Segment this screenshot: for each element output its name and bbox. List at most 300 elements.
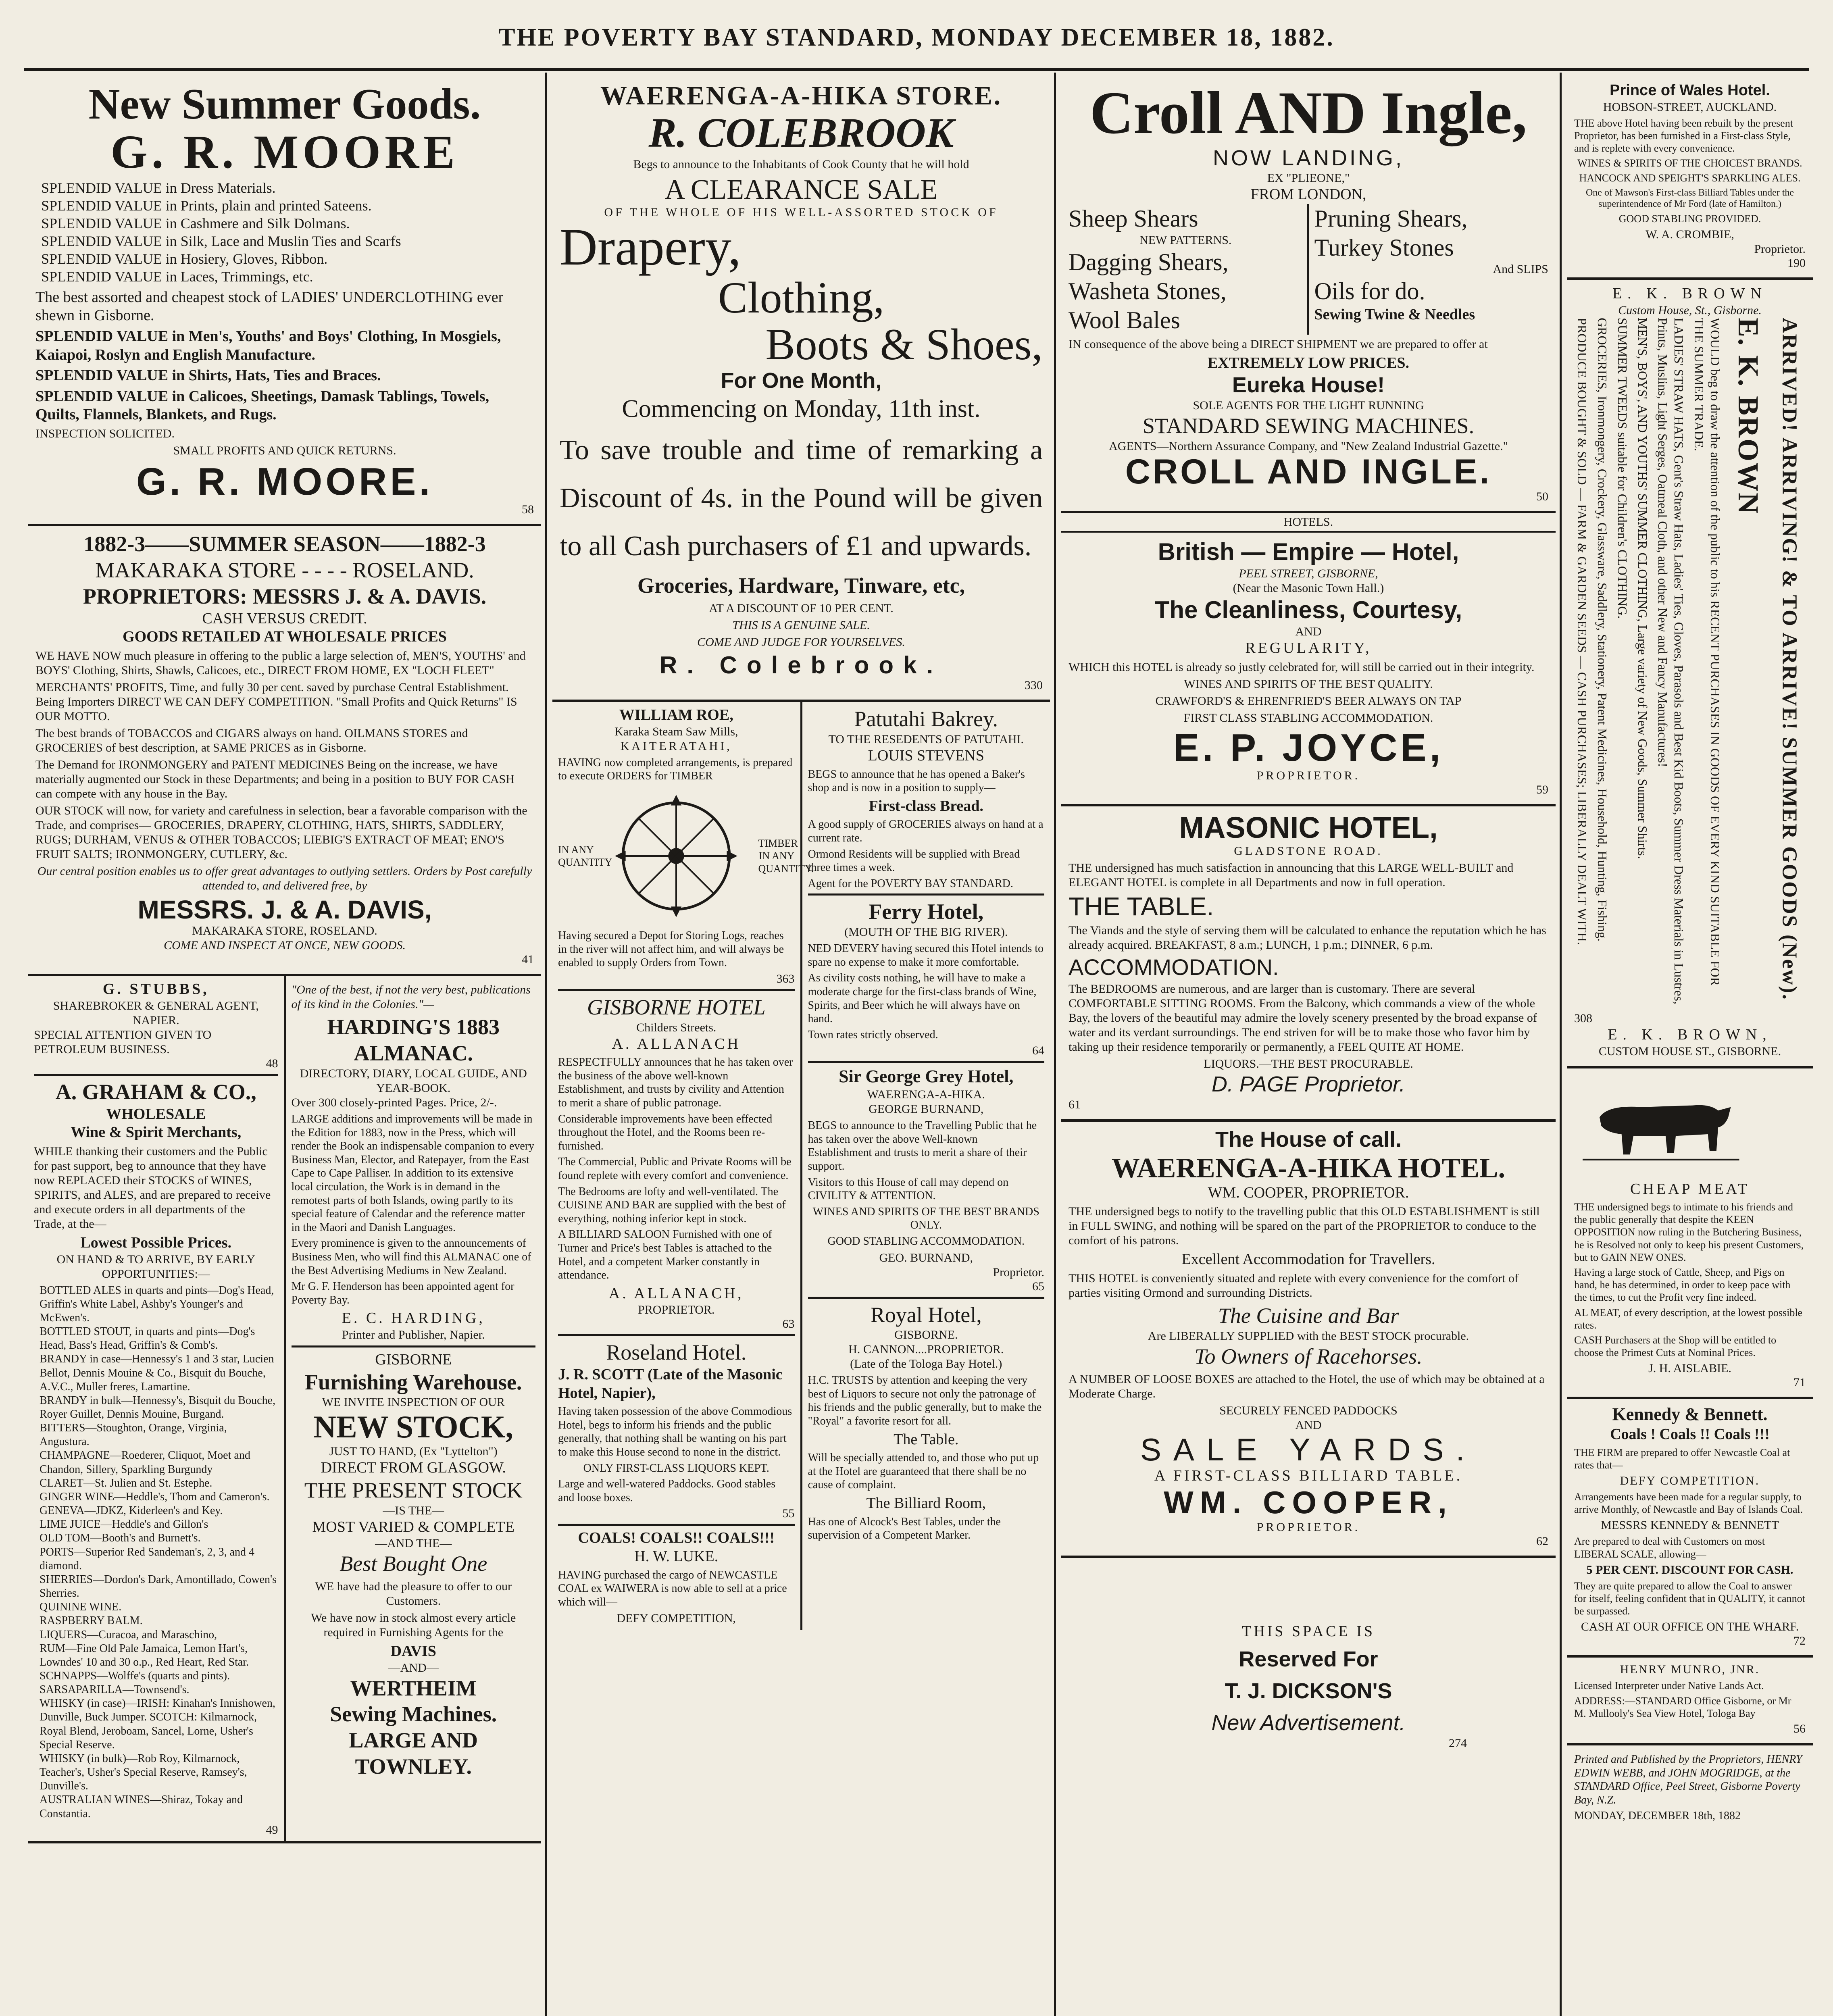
list-item: SPLENDID VALUE in Laces, Trimmings, etc.: [41, 268, 313, 285]
list-item: BITTERS—Stoughton, Orange, Virginia, Angustura.: [40, 1422, 227, 1448]
ad-text: 5 PER CENT. DISCOUNT FOR CASH.: [1586, 1563, 1793, 1577]
ad-signature: WM. COOPER,: [1164, 1484, 1453, 1520]
ad-text: We have now in stock almost every article required in Furnishing Agents for the: [311, 1611, 516, 1639]
ad-stubbs-graham: [28, 976, 286, 1841]
ad-text: CASH AT OUR OFFICE ON THE WHARF.: [1581, 1620, 1799, 1634]
ad-text: MAKARAKA STORE - - - - ROSELAND.: [95, 558, 474, 583]
ad-kennedy-bennett: [1567, 1399, 1813, 1658]
ad-text: Clothing,: [718, 273, 885, 323]
ad-number: 64: [1032, 1044, 1044, 1058]
ad-text: Considerable improvements have been effected throughout the Hotel, and the Rooms been re-furnished.: [558, 1112, 773, 1152]
goods-item: Oils for do.: [1314, 277, 1425, 304]
vertical-block: [1574, 318, 1806, 1011]
ad-text: AND: [1295, 1418, 1322, 1432]
ad-text: STANDARD SEWING MACHINES.: [1142, 414, 1475, 438]
ad-text: SPECIAL ATTENTION GIVEN TO PETROLEUM BUSINESS.: [34, 1028, 212, 1056]
ad-text: The Billiard Room,: [866, 1495, 986, 1512]
ad-text: WAERENGA-A-HIKA.: [867, 1088, 985, 1102]
list-item: SPLENDID VALUE in Silk, Lace and Muslin Ties and Scarfs: [41, 233, 401, 249]
ad-text: Mr G. F. Henderson has been appointed agent for Poverty Bay.: [291, 1280, 514, 1306]
ad-text: WINES & SPIRITS OF THE CHOICEST BRANDS.: [1577, 157, 1802, 169]
ad-number: 61: [1069, 1098, 1081, 1111]
ad-prince-of-wales: [1567, 77, 1813, 280]
ad-text: Begs to announce to the Inhabitants of Cook County that he will hold: [633, 157, 969, 171]
ad-text: To save trouble and time of remarking a Discount of 4s. in the Pound will be given to all Cash purchasers of £1 and upwards.: [560, 435, 1043, 562]
ad-text: Commencing on Monday, 11th inst.: [622, 395, 981, 423]
ad-text: —AND—: [388, 1661, 439, 1674]
ad-number: 49: [266, 1823, 278, 1837]
ad-text: THE FIRM are prepared to offer Newcastle Coal at rates that—: [1574, 1446, 1790, 1471]
ad-signature: D. PAGE Proprietor.: [1211, 1072, 1406, 1097]
list-item: BOTTLED ALES in quarts and pints—Dog's Head, Griffin's White Label, Ashby's Younger's and McEwen's.: [40, 1284, 274, 1324]
ad-text: MEN'S, BOYS', AND YOUTHS' SUMMER CLOTHING, Large variety of New Goods, Summer Shirts.: [1635, 317, 1650, 859]
ad-text: DAVIS: [390, 1642, 436, 1660]
ad-text: HOBSON-STREET, AUCKLAND.: [1603, 100, 1777, 114]
ad-text: THE undersigned begs to notify to the travelling public that this OLD ESTABLISHMENT is still in FULL SWING, and nothing will be spared on the part of the PROPRIETOR to conduce to the comfort of his patrons.: [1069, 1205, 1540, 1248]
ad-text: SECURELY FENCED PADDOCKS: [1219, 1404, 1398, 1417]
ad-text: CASH VERSUS CREDIT.: [202, 610, 367, 627]
ad-text: Agent for the POVERTY BAY STANDARD.: [808, 877, 1013, 890]
ad-text: A good supply of GROCERIES always on hand at a current rate.: [808, 818, 1044, 845]
ad-text: WE INVITE INSPECTION OF OUR: [322, 1395, 505, 1409]
ad-number: 363: [776, 972, 795, 985]
ad-text: The Bedrooms are lofty and well-ventilated. The CUISINE AND BAR are supplied with the best of everything, nothing inferior kept in stock.: [558, 1185, 786, 1225]
ad-signature: J. H. AISLABIE.: [1648, 1362, 1731, 1375]
ad-text: ONLY FIRST-CLASS LIQUORS KEPT.: [583, 1462, 769, 1475]
ad-number: 274: [1449, 1736, 1467, 1750]
list-item: CHAMPAGNE—Roederer, Cliquot, Moet and Chandon, Sillery, Sparkling Burgundy: [40, 1449, 250, 1476]
ad-text: The Cleanliness, Courtesy,: [1154, 596, 1462, 624]
ad-text: PRODUCE BOUGHT & SOLD — FARM & GARDEN SEEDS — CASH PURCHASES; LIBERALLY DEALT WITH.: [1575, 317, 1589, 945]
ad-name: GISBORNE HOTEL: [587, 995, 766, 1019]
ad-text: MAKARAKA STORE, ROSELAND.: [192, 924, 377, 938]
ad-text: EX "PLIEONE,": [1267, 171, 1350, 185]
ad-text: INSPECTION SOLICITED.: [35, 427, 175, 440]
ad-text: CASH Purchasers at the Shop will be entitled to choose the Primest Cuts at Nominal Prices.: [1574, 1334, 1777, 1359]
ad-text: —IS THE—: [383, 1504, 444, 1517]
ad-text: A NUMBER OF LOOSE BOXES are attached to the Hotel, the use of which may be obtained at a Moderate Charge.: [1069, 1372, 1545, 1400]
ad-ek-brown: [1567, 280, 1813, 1068]
ad-text: Reserved For: [1239, 1647, 1378, 1672]
ad-text: A BILLIARD SALOON Furnished with one of Turner and Price's best Tables is attached to the Hotel, and a competent Marker constantly in attendance.: [558, 1228, 772, 1282]
ad-cheap-meat: [1567, 1068, 1813, 1400]
ad-text: REGULARITY,: [1245, 639, 1372, 657]
ad-text: THE PRESENT STOCK: [304, 1478, 523, 1502]
ad-text: LARGE additions and improvements will be made in the Edition for 1883, now in the Press, which will render the Book an indispensable companion to every Business Man, Elector, and Ratepayer, from the East Cape to Cape Palliser. In addition to its extensive local circulation, the Work is in demand in the remotest parts of both Islands, owing partly to its special feature of Calendar and the reference matter in the Maori and Danish Languages.: [291, 1113, 535, 1234]
ad-text: DEFY COMPETITION.: [1620, 1474, 1760, 1488]
ad-title: Croll AND Ingle,: [1089, 79, 1527, 146]
ad-text: MESSRS KENNEDY & BENNETT: [1601, 1518, 1779, 1532]
goods-item: NEW PATTERNS.: [1139, 233, 1232, 247]
ad-dickson: [1061, 1558, 1556, 1751]
ad-text: Drapery,: [560, 218, 741, 276]
ad-title: CHEAP MEAT: [1630, 1180, 1750, 1198]
ad-text: WINES AND SPIRITS OF THE BEST BRANDS ONLY.: [812, 1205, 1039, 1232]
column-1: [28, 77, 541, 2016]
ad-number: 55: [782, 1507, 795, 1520]
ad-text: THIS SPACE IS: [1241, 1622, 1375, 1640]
ad-text: IN consequence of the above being a DIRECT SHIPMENT we are prepared to offer at: [1069, 337, 1488, 351]
ad-text: Printer and Publisher, Napier.: [342, 1328, 485, 1341]
column-4: [1567, 77, 1813, 2016]
ad-text: Sewing Machines.: [330, 1702, 497, 1727]
sawblade-icon: [610, 789, 743, 923]
ad-text: Visitors to this House of call may depend on CIVILITY & ATTENTION.: [808, 1176, 1009, 1202]
ad-number: 308: [1574, 1011, 1592, 1025]
column-2: [552, 77, 1050, 2016]
goods-item: Pruning Shears,: [1314, 205, 1468, 232]
list-item: RASPBERRY BALM.: [40, 1614, 143, 1627]
ad-text: First-class Bread.: [869, 797, 983, 814]
ad-text: The Viands and the style of serving them will be calculated to enhance the reputation which he has already acquired. BREAKFAST, 8 a.m.; LUNCH, 1 p.m.; DINNER, 6 p.m.: [1069, 923, 1546, 952]
ad-text: J. R. SCOTT (Late of the Masonic Hotel, Napier),: [558, 1366, 783, 1402]
list-item: SHERRIES—Dordon's Dark, Amontillado, Cowen's Sherries.: [40, 1573, 277, 1600]
list-item: SPLENDID VALUE in Dress Materials.: [41, 180, 276, 196]
list-item: BRANDY in bulk—Hennessy's, Bisquit du Bouche, Royer Guillet, Dennis Mouine, Burgand.: [40, 1394, 276, 1421]
ad-number: 48: [266, 1057, 278, 1070]
ad-text: (Near the Masonic Town Hall.): [1233, 581, 1384, 595]
ad-signature: E. P. JOYCE,: [1173, 726, 1444, 769]
ad-text: GOOD STABLING ACCOMMODATION.: [827, 1235, 1025, 1248]
ad-name: A. GRAHAM & CO.,: [55, 1080, 256, 1104]
ad-text: COME AND JUDGE FOR YOURSELVES.: [697, 635, 905, 649]
goods-item: Sewing Twine & Needles: [1314, 306, 1475, 323]
ad-text: Our central position enables us to offer great advantages to outlying settlers. Orders by Post carefully attended to, and delivered free, by: [37, 864, 532, 893]
ad-number: 41: [522, 953, 534, 966]
ad-text: WE have had the pleasure to offer to our Customers.: [315, 1579, 512, 1608]
ad-title: Furnishing Warehouse.: [305, 1370, 522, 1394]
ad-text: FIRST CLASS STABLING ACCOMMODATION.: [1183, 711, 1433, 725]
ad-text: COME AND INSPECT AT ONCE, NEW GOODS.: [163, 939, 406, 952]
ad-text: IN ANY QUANTITY: [558, 843, 612, 868]
goods-item: And SLIPS: [1493, 262, 1548, 276]
ad-name: Patutahi Bakrey.: [854, 707, 998, 731]
ad-text: PROPRIETOR.: [638, 1303, 715, 1317]
ad-text: THE undersigned begs to intimate to his friends and the public generally that despite the KEEN OPPOSITION now ruling in the Butchering Business, he is Resolved not only to keep his present Customers, but to GAIN NEW ONES.: [1574, 1201, 1804, 1263]
ad-text: THIS HOTEL is conveniently situated and replete with every convenience for the comfort of parties visiting Ormond and surrounding Districts.: [1069, 1271, 1519, 1300]
masthead: THE POVERTY BAY STANDARD, MONDAY DECEMBER 18, 1882.: [24, 7, 1809, 71]
ad-signature: G. R. MOORE.: [136, 460, 433, 503]
ad-text: DIRECTORY, DIARY, LOCAL GUIDE, AND YEAR-BOOK.: [300, 1067, 527, 1095]
ad-number: 58: [522, 503, 534, 516]
ad-text: LOUIS STEVENS: [868, 747, 984, 764]
ad-text: Town rates strictly observed.: [808, 1028, 938, 1041]
ad-text: A CLEARANCE SALE: [664, 174, 938, 205]
ad-text: KAITERATAHI,: [620, 739, 732, 753]
ad-waerenga-hotel: [1061, 1122, 1556, 1558]
list-item: CLARET—St. Julien and St. Estephe.: [40, 1477, 212, 1489]
ad-title: COALS! COALS!! COALS!!!: [578, 1529, 775, 1547]
ad-text: THIS IS A GENUINE SALE.: [732, 619, 870, 632]
ad-text: NEW STOCK,: [313, 1409, 514, 1445]
imprint-text: Printed and Published by the Proprietors, HENRY EDWIN WEBB, and JOHN MOGRIDGE, at the STANDARD Office, Peel Street, Gisborne Poverty Bay, N.Z.: [1574, 1753, 1802, 1806]
ad-text: PROPRIETOR.: [1256, 768, 1360, 782]
ad-name: T. J. DICKSON'S: [1225, 1679, 1392, 1704]
wine-list: [34, 1284, 278, 1821]
list-item: QUININE WINE.: [40, 1601, 122, 1614]
ad-number: 65: [1032, 1279, 1044, 1293]
ad-number: 330: [1025, 679, 1043, 692]
ad-text: Proprietor.: [1754, 242, 1806, 256]
ad-text: —AND THE—: [375, 1537, 452, 1550]
ad-text: GOOD STABLING PROVIDED.: [1618, 213, 1761, 225]
list-item: WHISKY (in case)—IRISH: Kinahan's Innishowen, Dunville, Buck Jumper. SCOTCH: Kilmarnock, Royal Blend, Jeroboam, Sancel, Lorne, Usher's Special Reserve.: [40, 1697, 275, 1751]
ad-text: GISBORNE.: [894, 1328, 958, 1342]
ad-number: 71: [1793, 1376, 1806, 1389]
goods-right: [1309, 204, 1549, 335]
ad-text: WM. COOPER, PROPRIETOR.: [1208, 1184, 1409, 1201]
ad-text: LIQUORS.—THE BEST PROCURABLE.: [1204, 1057, 1413, 1071]
ad-name: G. R. MOORE: [110, 125, 459, 179]
ad-text: To Owners of Racehorses.: [1194, 1344, 1423, 1368]
ad-text: AL MEAT, of every description, at the lowest possible rates.: [1574, 1306, 1803, 1331]
ad-signature: A. ALLANACH,: [608, 1285, 744, 1302]
ad-text: NED DEVERY having secured this Hotel intends to spare no expense to make it more comfortable.: [808, 942, 1044, 968]
ad-text: PEEL STREET, GISBORNE,: [1239, 567, 1378, 581]
ad-text: Proprietor.: [993, 1265, 1044, 1279]
ad-text: MERCHANTS' PROFITS, Time, and fully 30 per cent. saved by purchase Central Establishment. Being Importers DIRECT WE CAN DEFY COMPETITION. "Small Profits and Quick Returns" IS OUR MOTTO.: [35, 681, 517, 723]
goods-left: [1069, 204, 1309, 335]
ad-text: GOODS RETAILED AT WHOLESALE PRICES: [123, 628, 447, 646]
ad-text: Best Bought One: [340, 1552, 487, 1576]
ad-number: 56: [1793, 1722, 1806, 1735]
ad-name: HENRY MUNRO, JNR.: [1620, 1663, 1760, 1677]
ad-text: SHAREBROKER & GENERAL AGENT, NAPIER.: [53, 999, 259, 1027]
ad-davis: [28, 526, 541, 976]
ad-text: H.C. TRUSTS by attention and keeping the very best of Liquors to secure not only the patronage of his friends and the public generally, but to make the "Royal" a favorite resort for all.: [808, 1374, 1042, 1428]
ad-croll-ingle: [1061, 77, 1556, 513]
ad-text: PROPRIETOR.: [1256, 1520, 1360, 1534]
list-item: SCHNAPPS—Wolffe's (quarts and pints).: [40, 1669, 230, 1682]
ad-text: ADDRESS:—STANDARD Office Gisborne, or Mr M. Mullooly's Sea View Hotel, Tologa Bay: [1574, 1695, 1791, 1719]
ad-text: AND: [1295, 625, 1322, 639]
ad-text: The BEDROOMS are numerous, and are larger than is customary. There are several COMFORTABLE SITTING ROOMS. From the Balcony, which commands a view of the whole Bay, the lovers of the beautiful may admire the lovely scenery presented by the broad expanse of water and its verdant surroundings. The end striven for will be to make those who favor him by taking up their residence temporarily or permanently, a FEEL QUITE AT HOME.: [1069, 982, 1537, 1054]
ad-title: 1882-3——SUMMER SEASON——1882-3: [83, 532, 486, 556]
ad-text: LADIES' STRAW HATS, Gent's Straw Hats, Ladies' Ties, Gloves, Parasols and Best Kid Boots, Summer Dress Materials in Lustres, Prints, Muslins, Light Serges, Oatmeal Cloth, and other New and Fancy Manufactures!: [1656, 317, 1686, 1004]
ad-text: Licensed Interpreter under Native Lands Act.: [1574, 1680, 1764, 1692]
ad-row: [552, 702, 1050, 1630]
ad-text: SPLENDID VALUE in Shirts, Hats, Ties and Braces.: [35, 367, 381, 384]
ad-text: WHOLESALE: [106, 1105, 206, 1123]
ad-text: The Demand for IRONMONGERY and PATENT MEDICINES Being on the increase, we have materially augmented our Stock in these Departments; and being in a position to BUY FOR CASH can compete with any house in the Bay.: [35, 758, 514, 801]
ad-text: Eureka House!: [1232, 373, 1385, 398]
ad-text: As civility costs nothing, he will have to make a moderate charge for the first-class brands of Wine, Spirits, and Beer which he will always have on hand.: [808, 972, 1037, 1025]
ad-number: 59: [1536, 783, 1548, 796]
ad-text: THE undersigned has much satisfaction in announcing that this LARGE WELL-BUILT and ELEGANT HOTEL is complete in all Departments and now in full operation.: [1069, 861, 1514, 889]
ad-text: WOULD beg to draw the attention of the public to his RECENT PURCHASES IN GOODS OF EVERY KIND SUITABLE FOR THE SUMMER TRADE.: [1692, 317, 1723, 986]
ad-text: Arrangements have been made for a regular supply, to arrive Monthly, of Newcastle and Bay of Islands Coal.: [1574, 1491, 1803, 1516]
ad-number: 63: [782, 1317, 795, 1331]
ad-colebrook: [552, 77, 1050, 702]
ad-text: GROCERIES, Ironmongery, Crockery, Glassware, Saddlery, Stationery, Patent Medicines, Household, Hunting, Fishing.: [1595, 317, 1610, 941]
list-item: LIME JUICE—Heddle's and Gillon's: [40, 1518, 208, 1531]
ad-text: WE HAVE NOW much pleasure in offering to the public a large selection of, MEN'S, YOUTHS' and BOYS' Clothing, Shirts, Shawls, Calicoes, etc., DIRECT FROM HOME, EX "LOCH FLEET": [35, 649, 526, 677]
ad-text: Having taken possession of the above Commodious Hotel, begs to inform his friends and the public generally, that nothing shall be wanting on his part to make this House second to none in the district.: [558, 1405, 792, 1459]
ad-text: Karaka Steam Saw Mills,: [614, 725, 738, 738]
list-item: SARSAPARILLA—Townsend's.: [40, 1683, 190, 1696]
goods-item: Washeta Stones,: [1069, 277, 1227, 304]
ad-text: THE TABLE.: [1069, 892, 1214, 921]
ad-text: WHILE thanking their customers and the Public for past support, beg to announce that they have now REPLACED their STOCKS of WINES, SPIRITS, and ALES, and are prepared to receive and execute orders in all departments of the Trade, at the—: [34, 1145, 271, 1231]
column-rule: [1054, 73, 1056, 2016]
column-rule: [1560, 73, 1562, 2016]
ad-name: E. K. BROWN: [1732, 317, 1765, 515]
ad-masonic: [1061, 806, 1556, 1122]
ad-text: AGENTS—Northern Assurance Company, and "New Zealand Industrial Gazette.": [1109, 439, 1508, 453]
ad-title: HARDING'S 1883 ALMANAC.: [327, 1015, 500, 1066]
ad-name: Sir George Grey Hotel,: [839, 1066, 1014, 1087]
list-item: WHISKY (in bulk)—Rob Roy, Kilmarnock, Teacher's, Usher's Special Reserve, Ramsey's, Dunville's.: [40, 1752, 247, 1793]
ad-column-left: [552, 702, 814, 1630]
column-3: [1061, 77, 1556, 2016]
ad-text: CRAWFORD'S & EHRENFRIED'S BEER ALWAYS ON TAP: [1155, 694, 1462, 708]
ad-text: A. ALLANACH: [612, 1035, 741, 1052]
ad-text: Has one of Alcock's Best Tables, under the supervision of a Competent Marker.: [808, 1515, 1001, 1542]
ad-text: The best assorted and cheapest stock of LADIES' UNDERCLOTHING ever shewn in Gisborne.: [35, 288, 504, 324]
ad-british-empire: [1061, 533, 1556, 806]
ad-number: 62: [1536, 1534, 1548, 1548]
ad-name: WAERENGA-A-HIKA HOTEL.: [1111, 1152, 1506, 1184]
ad-name: Roseland Hotel.: [606, 1340, 747, 1365]
ad-text: GISBORNE: [375, 1351, 452, 1368]
ad-text: A FIRST-CLASS BILLIARD TABLE.: [1154, 1467, 1463, 1485]
ad-text: Will be specially attended to, and those who put up at the Hotel are guaranteed that there shall be no cause of complaint.: [808, 1452, 1039, 1491]
ad-signature: MESSRS. J. & A. DAVIS,: [137, 895, 432, 925]
ad-signature: LARGE AND TOWNLEY.: [349, 1728, 478, 1779]
ad-name: H. W. LUKE.: [634, 1548, 719, 1565]
ad-text: The Commercial, Public and Private Rooms will be found replete with every comfort and convenience.: [558, 1156, 792, 1182]
imprint-date: MONDAY, DECEMBER 18th, 1882: [1574, 1810, 1741, 1822]
ad-harding-furnishing: [286, 976, 542, 1841]
ad-text: Coals ! Coals !! Coals !!!: [1610, 1426, 1770, 1443]
ad-text: Childers Streets.: [636, 1020, 717, 1034]
ad-text: NOW LANDING,: [1212, 146, 1404, 170]
list-item: LIQUERS—Curacoa, and Maraschino,: [40, 1628, 217, 1641]
list-item: SPLENDID VALUE in Hosiery, Gloves, Ribbon.: [41, 250, 328, 267]
ad-column-right: [802, 702, 1050, 1630]
ad-text: H. CANNON....PROPRIETOR.: [848, 1343, 1004, 1356]
ad-number: 72: [1793, 1634, 1806, 1648]
ad-text: Large and well-watered Paddocks. Good stables and loose boxes.: [558, 1478, 776, 1504]
ad-text: One of Mawson's First-class Billiard Tables under the superintendence of Mr Ford (late of Hamilton.): [1585, 187, 1794, 210]
ad-signature: GEO. BURNAND,: [879, 1251, 973, 1264]
ad-text: DEFY COMPETITION,: [617, 1612, 736, 1625]
ad-name: Kennedy & Bennett.: [1612, 1404, 1768, 1425]
ad-text: Custom House, St., Gisborne.: [1618, 303, 1762, 317]
ad-text: DIRECT FROM GLASGOW.: [321, 1459, 506, 1477]
ad-text: PROPRIETORS: MESSRS J. & A. DAVIS.: [83, 584, 487, 609]
ad-title: ARRIVED! ARRIVING! & TO ARRIVE! SUMMER GOODS (New).: [1778, 317, 1801, 1001]
ad-name: G. STUBBS,: [102, 981, 209, 998]
ad-name: Royal Hotel,: [870, 1302, 982, 1327]
ad-number: 190: [1787, 256, 1806, 270]
ad-text: SOLE AGENTS FOR THE LIGHT RUNNING: [1193, 399, 1424, 412]
list-item: AUSTRALIAN WINES—Shiraz, Tokay and Constantia.: [40, 1793, 243, 1820]
ad-text: (Late of the Tologa Bay Hotel.): [850, 1357, 1002, 1371]
ad-text: WINES AND SPIRITS OF THE BEST QUALITY.: [1184, 677, 1433, 691]
ad-text: THE above Hotel having been rebuilt by the present Proprietor, has been furnished in a First-class Style, and is replete with every convenience.: [1574, 117, 1793, 154]
goods-grid: [1069, 204, 1548, 335]
goods-item: Dagging Shears,: [1069, 248, 1229, 275]
ad-text: Wine & Spirit Merchants,: [71, 1124, 242, 1141]
ad-text: MOST VARIED & COMPLETE: [312, 1518, 514, 1535]
ad-text: Ormond Residents will be supplied with Bread three times a week.: [808, 848, 1020, 874]
ad-text: The Table.: [894, 1431, 959, 1448]
ad-text: For One Month,: [721, 369, 882, 393]
ad-row: [28, 976, 541, 1843]
ad-text: BEGS to announce that he has opened a Baker's shop and is now in a position to supply—: [808, 768, 1025, 794]
ad-text: EXTREMELY LOW PRICES.: [1207, 354, 1410, 371]
ad-text: GEORGE BURNAND,: [869, 1102, 984, 1116]
ad-text: Groceries, Hardware, Tinware, etc,: [637, 573, 965, 598]
bullock-icon: [1574, 1081, 1743, 1170]
imprint: [1567, 1745, 1813, 1830]
ad-text: OUR STOCK will now, for variety and carefulness in selection, bear a favorable comparison with the Trade, and comprises— GROCERIES, DRAPERY, CLOTHING, HATS, SHIRTS, SADDLERY, RUGS; DURHAM, VENUS & OTHER TOBACCOS; LIEBIG'S EXTRACT OF MEAT; ENO'S FRUIT SALTS; IRONMONGERY, CUTLERY, &c.: [35, 804, 527, 861]
ad-text: BEGS to announce to the Travelling Public that he has taken over the above Well-known Establishment and trusts to merit a share of their support.: [808, 1119, 1037, 1173]
ad-text: Over 300 closely-printed Pages. Price, 2/-.: [291, 1096, 497, 1110]
ad-signature: W. A. CROMBIE,: [1646, 228, 1734, 242]
ad-text: TO THE RESEDENTS OF PATUTAHI.: [828, 733, 1024, 746]
ad-text: CUSTOM HOUSE ST., GISBORNE.: [1598, 1044, 1781, 1058]
ad-text: ACCOMMODATION.: [1069, 954, 1279, 980]
list-item: RUM—Fine Old Pale Jamaica, Lemon Hart's, Lowndes' 10 and 30 o.p., Red Heart, Red Star.: [40, 1642, 249, 1668]
ad-text: FROM LONDON,: [1250, 186, 1366, 203]
section-heading: HOTELS.: [1061, 513, 1556, 533]
ad-text: RESPECTFULLY announces that he has taken over the business of the above well-known Establishment, and trusts by civility and Attention to merit a share of public patronage.: [558, 1056, 793, 1109]
list-item: PORTS—Superior Red Sandeman's, 2, 3, and 4 diamond.: [40, 1545, 254, 1572]
ad-text: SPLENDID VALUE in Calicoes, Sheetings, Damask Tablings, Towels, Quilts, Flannels, Blankets, and Rugs.: [35, 387, 489, 423]
ad-text: The best brands of TOBACCOS and CIGARS always on hand. OILMANS STORES and GROCERIES of best description, at SAME PRICES as in Gisborne.: [35, 727, 468, 755]
ad-text: HAVING now completed arrangements, is prepared to execute ORDERS for TIMBER: [558, 756, 793, 783]
ad-text: GLADSTONE ROAD.: [1234, 844, 1383, 858]
list-item: OLD TOM—Booth's and Burnett's.: [40, 1532, 201, 1545]
ad-text: SALE YARDS.: [1140, 1431, 1477, 1467]
ad-signature: R. Colebrook.: [659, 652, 943, 679]
ad-text: Having secured a Depot for Storing Logs, reaches in the river will not affect him, and will always be enabled to supply Orders from Town.: [558, 929, 784, 969]
ad-text: Having a large stock of Cattle, Sheep, and Pigs on hand, he has determined, in order to keep pace with the times, to cut the Profit very fine indeed.: [1574, 1266, 1791, 1304]
ad-text: SPLENDID VALUE in Men's, Youths' and Boys' Clothing, In Mosgiels, Kaiapoi, Roslyn and English Manufacture.: [35, 327, 501, 363]
ad-number: 50: [1536, 490, 1548, 504]
ad-title: New Summer Goods.: [88, 80, 481, 128]
goods-item: Wool Bales: [1069, 306, 1180, 333]
ad-text: Lowest Possible Prices.: [80, 1234, 232, 1252]
goods-item: Sheep Shears: [1069, 205, 1198, 232]
ad-text: WHICH this HOTEL is already so justly celebrated for, will still be carried out in their integrity.: [1069, 660, 1535, 674]
ad-text: Every prominence is given to the announcements of Business Men, who will find this ALMANAC one of the Best Advertising Mediums in New Zealand.: [291, 1237, 531, 1277]
ad-name: British — Empire — Hotel,: [1158, 538, 1459, 566]
ad-name: E. K. BROWN,: [1608, 1026, 1772, 1043]
ad-text: Are LIBERALLY SUPPLIED with the BEST STOCK procurable.: [1148, 1329, 1469, 1343]
ad-text: WERTHEIM: [350, 1676, 477, 1700]
ad-text: SUMMER TWEEDS suitable for Children's CLOTHING.: [1615, 317, 1630, 619]
ad-signature: E. C. HARDING,: [342, 1310, 485, 1327]
ad-text: TIMBER IN ANY QUANTITY.: [758, 837, 814, 875]
ad-text: HAVING purchased the cargo of NEWCASTLE COAL ex WAIWERA is now able to sell at a price which will—: [558, 1568, 787, 1608]
ad-text: ON HAND & TO ARRIVE, BY EARLY OPPORTUNITIES:—: [56, 1252, 255, 1281]
ad-text: "One of the best, if not the very best, publications of its kind in the Colonies."—: [291, 983, 531, 1011]
ad-name: E. K. BROWN: [1612, 285, 1768, 302]
list-item: BOTTLED STOUT, in quarts and pints—Dog's Head, Bass's Head, Griffin's & Comb's.: [40, 1325, 255, 1352]
ad-name: Prince of Wales Hotel.: [1610, 82, 1770, 99]
ad-text: New Advertisement.: [1211, 1710, 1406, 1735]
list-item: BRANDY in case—Hennessy's 1 and 3 star, Lucien Bellot, Dennis Mouine & Co., Bisquit du Bouche, A.V.C., Muller freres, Lamartine.: [40, 1353, 274, 1393]
ad-text: SMALL PROFITS AND QUICK RETURNS.: [173, 444, 396, 457]
ad-name: Ferry Hotel,: [869, 900, 984, 924]
ad-text: They are quite prepared to allow the Coal to answer for itself, feeling confident that in QUALITY, it cannot be surpassed.: [1574, 1580, 1805, 1617]
column-rule: [545, 73, 547, 2016]
list-item: SPLENDID VALUE in Cashmere and Silk Dolmans.: [41, 215, 350, 232]
ad-text: The Cuisine and Bar: [1218, 1303, 1399, 1328]
